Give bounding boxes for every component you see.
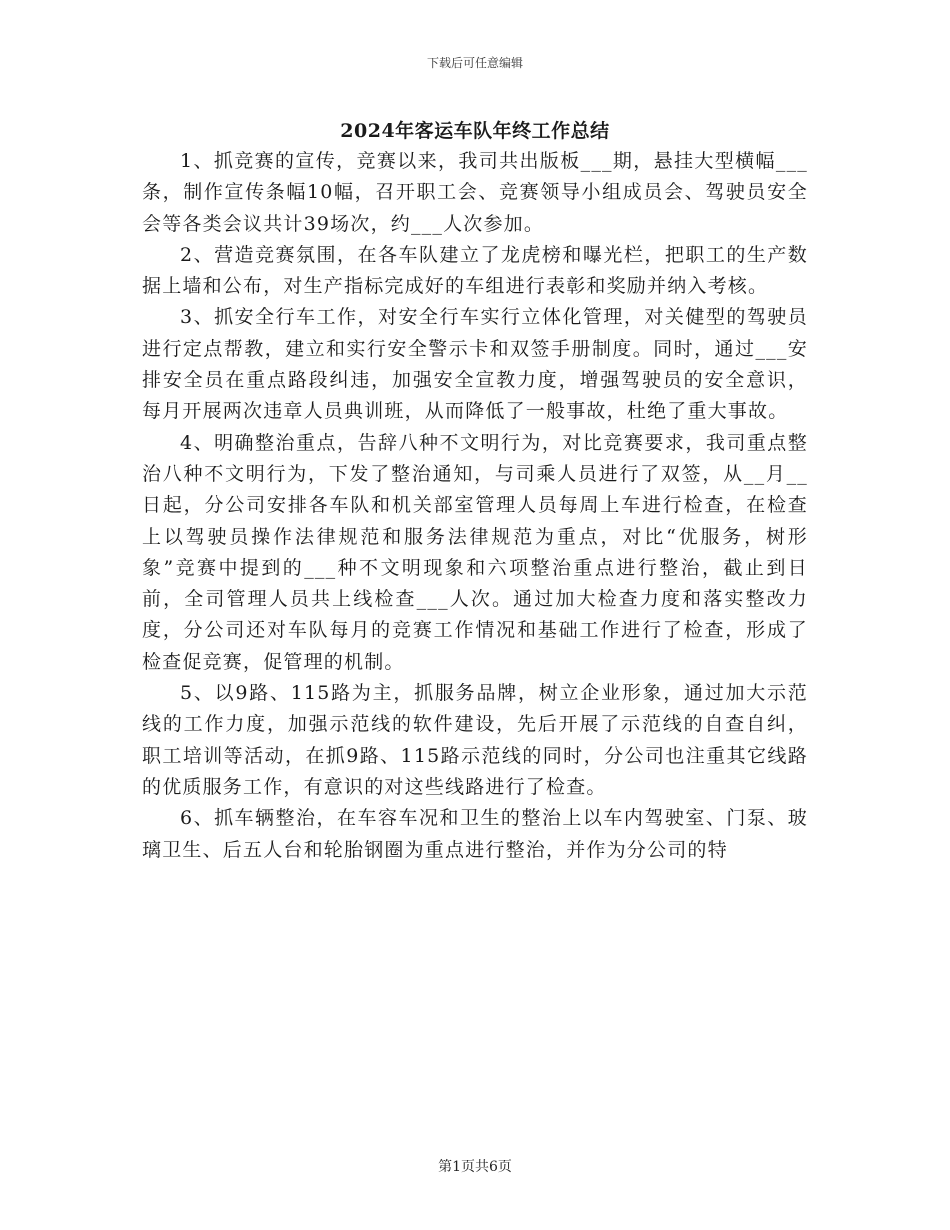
paragraph-2: 2、营造竞赛氛围，在各车队建立了龙虎榜和曝光栏，把职工的生产数据上墙和公布，对生产指标完成好的车组进行表彰和奖励并纳入考核。: [142, 243, 808, 298]
paragraph-1: 1、抓竞赛的宣传，竞赛以来，我司共出版板___期，悬挂大型横幅___条，制作宣传条幅10幅，召开职工会、竞赛领导小组成员会、驾驶员安全会等各类会议共计39场次，约___人次参加。: [142, 150, 808, 235]
paragraph-4: 4、明确整治重点，告辞八种不文明行为，对比竞赛要求，我司重点整治八种不文明行为，下发了整治通知，与司乘人员进行了双签，从__月__日起，分公司安排各车队和机关部室管理人员每周上车进行检查，在检查上以驾驶员操作法律规范和服务法律规范为重点，对比“优服务，树形象”竞赛中提到的___种不文明现象和六项整治重点进行整治，截止到日前，全司管理人员共上线检查___人次。通过加大检查力度和落实整改力度，分公司还对车队每月的竞赛工作情况和基础工作进行了检查，形成了检查促竞赛，促管理的机制。: [142, 431, 808, 673]
document-title: 2024年客运车队年终工作总结: [340, 120, 610, 142]
header-note: 下载后可任意编辑: [426, 56, 523, 70]
paragraph-6: 6、抓车辆整治，在车容车况和卫生的整治上以车内驾驶室、门泵、玻璃卫生、后五人台和轮胎钢圈为重点进行整治，并作为分公司的特: [142, 807, 808, 861]
page-footer: 第1页共6页: [438, 1159, 512, 1175]
paragraph-5: 5、以9路、115路为主，抓服务品牌，树立企业形象，通过加大示范线的工作力度，加强示范线的软件建设，先后开展了示范线的自查自纠，职工培训等活动，在抓9路、115路示范线的同时，分公司也注重其它线路的优质服务工作，有意识的对这些线路进行了检查。: [142, 682, 808, 798]
paragraph-3: 3、抓安全行车工作，对安全行车实行立体化管理，对关健型的驾驶员进行定点帮教，建立和实行安全警示卡和双签手册制度。同时，通过___安排安全员在重点路段纠违，加强安全宣教力度，增强驾驶员的安全意识，每月开展两次违章人员典训班，从而降低了一般事故，杜绝了重大事故。: [142, 306, 808, 423]
document-body: [142, 146, 808, 866]
